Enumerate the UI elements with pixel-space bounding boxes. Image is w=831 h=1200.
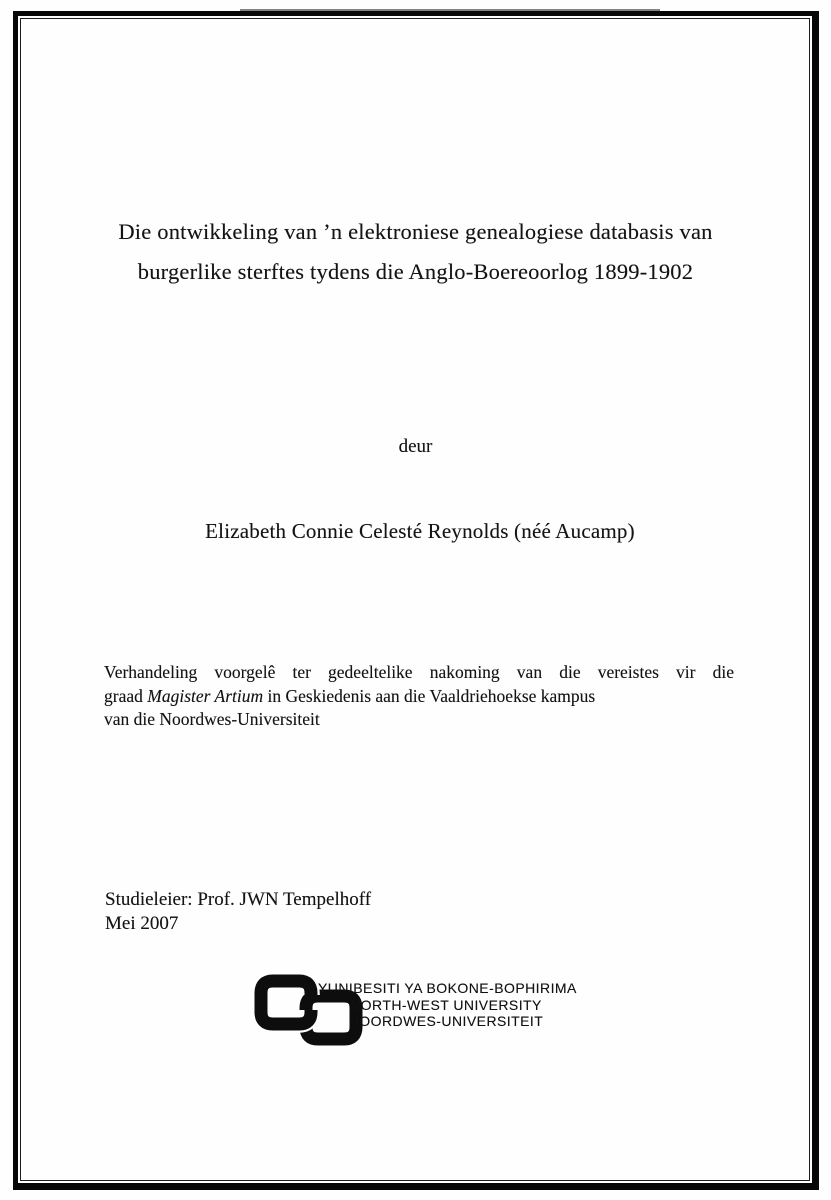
university-name-afrikaans: NOORDWES-UNIVERSITEIT xyxy=(348,1013,544,1029)
university-logo-text xyxy=(318,980,577,1030)
byline-label: deur xyxy=(398,436,433,457)
date-line: Mei 2007 xyxy=(105,912,179,934)
university-name-setswana: YUNIBESITI YA BOKONE-BOPHIRIMA xyxy=(318,980,577,996)
degree-prefix: graad xyxy=(104,685,148,706)
supervisor-date-block xyxy=(105,888,371,935)
thesis-title-line1: Die ontwikkeling van ’n elektroniese genealogiese databasis van xyxy=(118,219,713,244)
university-name-english: NORTH-WEST UNIVERSITY xyxy=(350,996,542,1013)
thesis-statement xyxy=(104,661,734,732)
university-logo xyxy=(254,972,584,1054)
thesis-statement-line2 xyxy=(104,685,734,709)
thesis-title xyxy=(60,212,771,292)
author-name: Elizabeth Connie Celesté Reynolds (néé Aucamp) xyxy=(205,519,635,543)
thesis-statement-line3: van die Noordwes-Universiteit xyxy=(104,709,320,729)
thesis-title-line2: burgerlike sterftes tydens die Anglo-Boereoorlog 1899-1902 xyxy=(137,259,694,284)
degree-name: Magister Artium xyxy=(147,685,264,706)
supervisor-line: Studieleier: Prof. JWN Tempelhoff xyxy=(105,889,372,910)
degree-suffix: in Geskiedenis aan die Vaaldriehoekse kampus xyxy=(263,685,596,706)
thesis-statement-line1: Verhandeling voorgelê ter gedeeltelike nakoming van die vereistes vir die xyxy=(104,662,734,682)
